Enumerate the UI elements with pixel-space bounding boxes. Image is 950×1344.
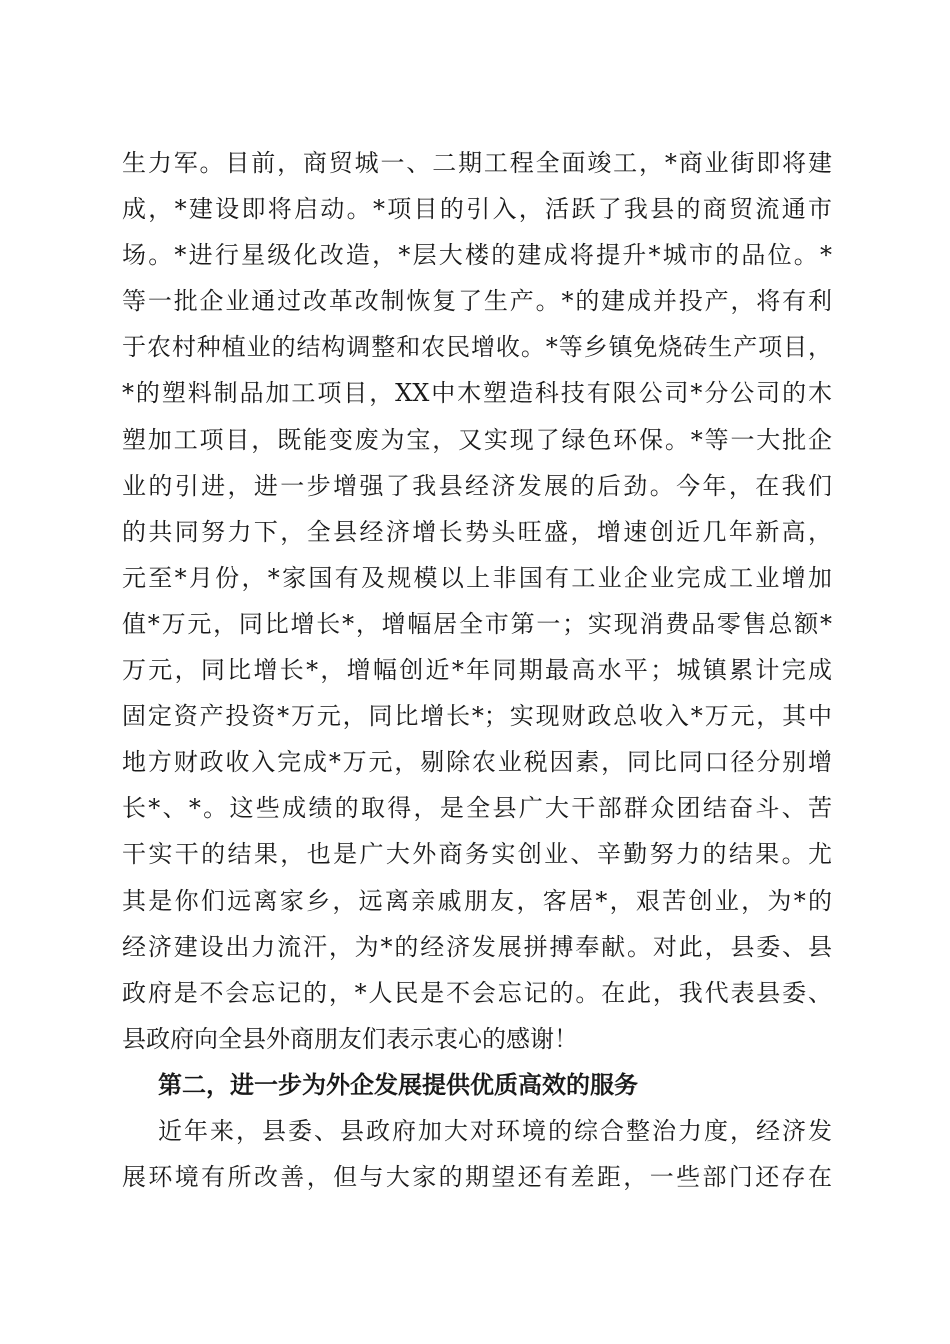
text-line: 固定资产投资*万元，同比增长*；实现财政总收入*万元，其中 bbox=[122, 702, 832, 731]
text-line: 地方财政收入完成*万元，剔除农业税因素，同比同口径分别增 bbox=[122, 748, 832, 777]
text-line: 展环境有所改善，但与大家的期望还有差距，一些部门还存在 bbox=[122, 1163, 832, 1192]
text-line: 近年来，县委、县政府加大对环境的综合整治力度，经济发 bbox=[158, 1116, 832, 1145]
text-line: 其是你们远离家乡，远离亲戚朋友，客居*，艰苦创业，为*的 bbox=[122, 886, 832, 915]
text-line: 场。*进行星级化改造，*层大楼的建成将提升*城市的品位。* bbox=[122, 241, 832, 270]
text-line: 元至*月份，*家国有及规模以上非国有工业企业完成工业增加 bbox=[122, 563, 832, 592]
text-line: 值*万元，同比增长*，增幅居全市第一；实现消费品零售总额* bbox=[122, 609, 832, 638]
text-line: 县政府向全县外商朋友们表示衷心的感谢！ bbox=[122, 1024, 578, 1053]
text-line: 干实干的结果，也是广大外商务实创业、辛勤努力的结果。尤 bbox=[122, 840, 832, 869]
text-line: 生力军。目前，商贸城一、二期工程全面竣工，*商业街即将建 bbox=[122, 149, 832, 177]
text-line: 等一批企业通过改革改制恢复了生产。*的建成并投产，将有利 bbox=[122, 287, 832, 316]
text-line: *的塑料制品加工项目，XX中木塑造科技有限公司*分公司的木 bbox=[122, 379, 832, 408]
text-line: 塑加工项目，既能变废为宝，又实现了绿色环保。*等一大批企 bbox=[122, 425, 832, 454]
text-line: 万元，同比增长*，增幅创近*年同期最高水平；城镇累计完成 bbox=[122, 656, 832, 685]
text-line: 经济建设出力流汗，为*的经济发展拼搏奉献。对此，县委、县 bbox=[122, 932, 832, 961]
text-line: 长*、*。这些成绩的取得，是全县广大干部群众团结奋斗、苦 bbox=[122, 794, 832, 823]
text-line: 的共同努力下，全县经济增长势头旺盛，增速创近几年新高， bbox=[122, 517, 832, 546]
text-line: 成，*建设即将启动。*项目的引入，活跃了我县的商贸流通市 bbox=[122, 195, 832, 224]
text-line: 业的引进，进一步增强了我县经济发展的后劲。今年，在我们 bbox=[122, 471, 832, 500]
text-line: 于农村种植业的结构调整和农民增收。*等乡镇免烧砖生产项目， bbox=[122, 333, 832, 362]
body-text bbox=[122, 140, 832, 1200]
text-line: 政府是不会忘记的，*人民是不会忘记的。在此，我代表县委、 bbox=[122, 978, 832, 1007]
section-heading: 第二，进一步为外企发展提供优质高效的服务 bbox=[158, 1069, 638, 1099]
